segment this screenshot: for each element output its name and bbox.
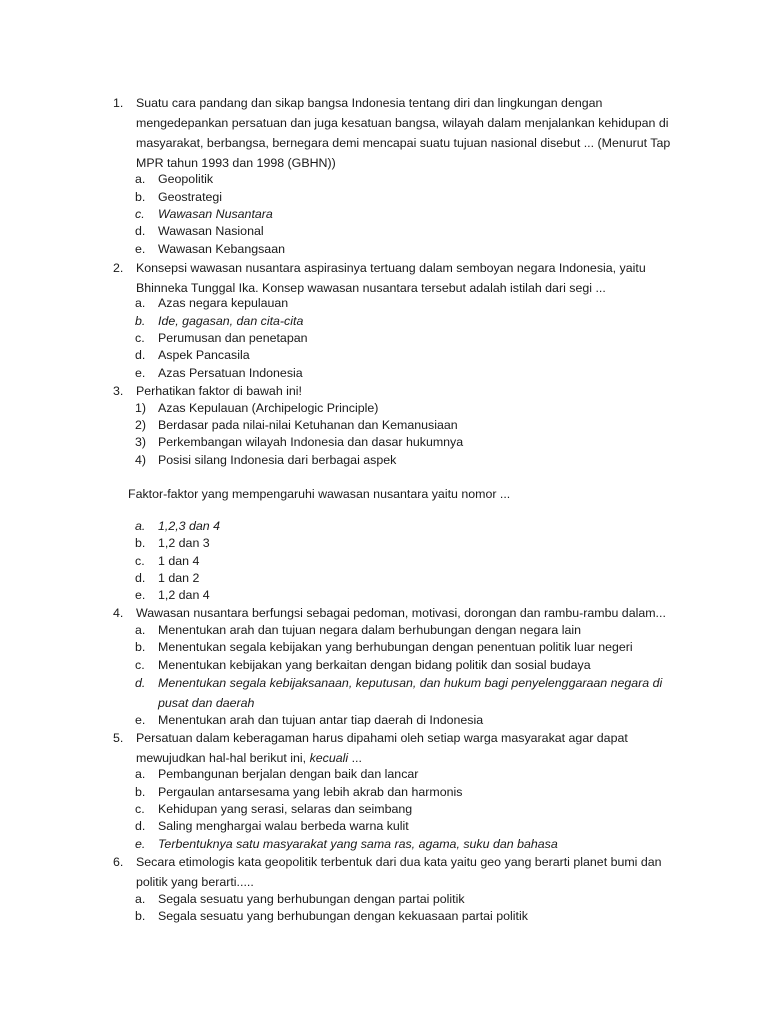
question-number: 2. xyxy=(113,261,124,275)
factor-1: 1) Azas Kepulauan (Archipelogic Principle) xyxy=(135,401,379,415)
question-6 xyxy=(113,852,693,892)
option-3a-answer: a. 1,2,3 dan 4 xyxy=(135,519,221,533)
option-1e: e. Wawasan Kebangsaan xyxy=(135,242,285,256)
question-2 xyxy=(113,258,683,298)
option-4c: c. Menentukan kebijakan yang berkaitan dengan bidang politik dan sosial budaya xyxy=(135,658,591,672)
option-1b: b. Geostrategi xyxy=(135,190,223,204)
question-3-prompt: Faktor-faktor yang mempengaruhi wawasan nusantara yaitu nomor ... xyxy=(128,487,511,501)
option-4b: b. Menentukan segala kebijakan yang berhubungan dengan penentuan politik luar negeri xyxy=(135,640,633,654)
option-2a: a. Azas negara kepulauan xyxy=(135,296,289,310)
question-text: Persatuan dalam keberagaman harus dipahami oleh setiap warga masyarakat agar dapat mewujudkan hal-hal berikut ini, kecuali ... xyxy=(136,731,628,765)
option-1c-answer: c. Wawasan Nusantara xyxy=(135,207,273,221)
question-1 xyxy=(113,93,683,173)
option-4e: e. Menentukan arah dan tujuan antar tiap daerah di Indonesia xyxy=(135,713,484,727)
option-6a: a. Segala sesuatu yang berhubungan dengan partai politik xyxy=(135,892,465,906)
option-4d-answer: d. Menentukan segala kebijaksanaan, keputusan, dan hukum bagi penyelenggaraan negara di pusat dan daerah xyxy=(135,676,663,710)
option-2b-answer: b. Ide, gagasan, dan cita-cita xyxy=(135,314,304,328)
question-text: Konsepsi wawasan nusantara aspirasinya tertuang dalam semboyan negara Indonesia, yaitu Bhinneka Tunggal Ika. Konsep wawasan nusantara tersebut adalah istilah dari segi ... xyxy=(136,261,646,295)
question-text: Secara etimologis kata geopolitik terbentuk dari dua kata yaitu geo yang berarti planet bumi dan politik yang berarti..... xyxy=(136,855,662,889)
option-5b: b. Pergaulan antarsesama yang lebih akrab dan harmonis xyxy=(135,785,463,799)
option-5a: a. Pembangunan berjalan dengan baik dan lancar xyxy=(135,767,419,781)
option-6b: b. Segala sesuatu yang berhubungan dengan kekuasaan partai politik xyxy=(135,909,528,923)
option-3d: d. 1 dan 2 xyxy=(135,571,200,585)
option-3e: e. 1,2 dan 4 xyxy=(135,588,210,602)
option-2d: d. Aspek Pancasila xyxy=(135,348,250,362)
option-3b: b. 1,2 dan 3 xyxy=(135,536,210,550)
option-3c: c. 1 dan 4 xyxy=(135,554,200,568)
option-1a: a. Geopolitik xyxy=(135,172,214,186)
question-3 xyxy=(113,381,683,401)
question-text: Suatu cara pandang dan sikap bangsa Indonesia tentang diri dan lingkungan dengan mengedepankan persatuan dan juga kesatuan bangsa, wilayah dalam menjalankan kehidupan di masyarakat, berbangsa, bernegara demi mencapai suatu tujuan nasional disebut ... (Menurut Tap MPR tahun 1993 dan 1998 (GBHN)) xyxy=(136,96,671,170)
option-2c: c. Perumusan dan penetapan xyxy=(135,331,308,345)
option-1d: d. Wawasan Nasional xyxy=(135,224,264,238)
option-5d: d. Saling menghargai walau berbeda warna kulit xyxy=(135,819,409,833)
factor-2: 2) Berdasar pada nilai-nilai Ketuhanan dan Kemanusiaan xyxy=(135,418,458,432)
kecuali-emphasis: kecuali xyxy=(309,751,349,765)
option-2e: e. Azas Persatuan Indonesia xyxy=(135,366,303,380)
option-5c: c. Kehidupan yang serasi, selaras dan seimbang xyxy=(135,802,413,816)
question-5 xyxy=(113,728,633,768)
question-number: 6. xyxy=(113,855,124,869)
question-number: 4. xyxy=(113,606,124,620)
factor-4: 4) Posisi silang Indonesia dari berbagai aspek xyxy=(135,453,397,467)
question-4 xyxy=(113,603,693,623)
question-text: Wawasan nusantara berfungsi sebagai pedoman, motivasi, dorongan dan rambu-rambu dalam... xyxy=(136,606,666,620)
question-number: 5. xyxy=(113,731,124,745)
option-4a: a. Menentukan arah dan tujuan negara dalam berhubungan dengan negara lain xyxy=(135,623,581,637)
question-text: Perhatikan faktor di bawah ini! xyxy=(136,384,302,398)
option-5e-answer: e. Terbentuknya satu masyarakat yang sama ras, agama, suku dan bahasa xyxy=(135,837,558,851)
factor-3: 3) Perkembangan wilayah Indonesia dan dasar hukumnya xyxy=(135,435,464,449)
question-number: 3. xyxy=(113,384,124,398)
question-number: 1. xyxy=(113,96,124,110)
